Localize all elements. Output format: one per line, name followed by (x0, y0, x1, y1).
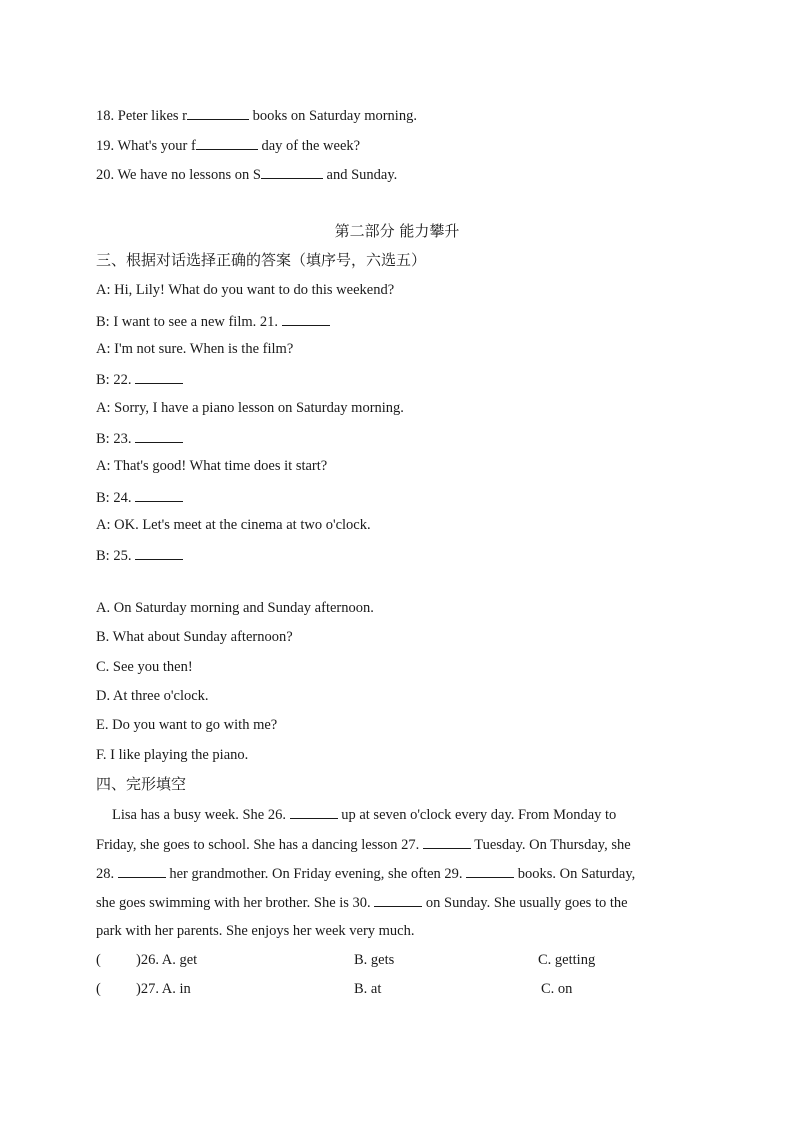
dialogue-line (96, 281, 394, 299)
passage-text: up at seven o'clock every day. From Monday to (337, 807, 617, 823)
fill-in-text: 18. Peter likes r (96, 108, 188, 124)
answer-blank (196, 135, 258, 150)
choice-c: C. See you then! (96, 659, 193, 675)
answer-paren: ( (96, 981, 101, 997)
option-a: )26. A. get (136, 952, 198, 968)
passage-text: Lisa has a busy week. She 26. (112, 807, 290, 823)
option-c: C. getting (538, 952, 596, 968)
fill-in-text: and Sunday. (322, 167, 398, 183)
choice-a: A. On Saturday morning and Sunday afternoon. (96, 600, 374, 616)
mc-question-27 (96, 980, 716, 998)
dialogue-text: B: 22. (96, 372, 136, 388)
answer-blank (423, 834, 471, 849)
passage-text: 28. (96, 866, 118, 882)
dialogue-line (96, 487, 183, 507)
answer-blank (290, 804, 338, 819)
choice-f: F. I like playing the piano. (96, 747, 249, 763)
dialogue-text: B: 25. (96, 548, 136, 564)
answer-blank (374, 892, 422, 907)
answer-paren: ( (96, 952, 101, 968)
passage-line (112, 804, 702, 824)
answer-blank (261, 164, 323, 179)
dialogue-text: A: I'm not sure. When is the film? (96, 341, 294, 357)
section3-title: 三、根据对话选择正确的答案（填序号，六选五） (96, 251, 427, 269)
passage-text: Tuesday. On Thursday, she (470, 837, 631, 853)
dialogue-line (96, 428, 183, 448)
dialogue-text: B: 23. (96, 431, 136, 447)
option-c: C. on (541, 981, 573, 997)
fill-in-item-19 (96, 135, 360, 155)
fill-in-text: books on Saturday morning. (249, 108, 417, 124)
passage-line (96, 922, 686, 940)
answer-blank (135, 545, 183, 560)
dialogue-text: A: That's good! What time does it start? (96, 458, 328, 474)
dialogue-line (96, 369, 183, 389)
dialogue-line (96, 311, 330, 331)
passage-line (96, 834, 686, 854)
dialogue-line (96, 545, 183, 565)
answer-blank (135, 428, 183, 443)
choice-b: B. What about Sunday afternoon? (96, 629, 293, 645)
fill-in-text: 19. What's your f (96, 138, 196, 154)
answer-blank (135, 369, 183, 384)
passage-text: park with her parents. She enjoys her week very much. (96, 923, 415, 939)
fill-in-text: 20. We have no lessons on S (96, 167, 261, 183)
answer-blank (282, 311, 330, 326)
passage-text: on Sunday. She usually goes to the (422, 895, 628, 911)
passage-text: Friday, she goes to school. She has a dancing lesson 27. (96, 837, 423, 853)
answer-blank (466, 863, 514, 878)
passage-text: books. On Saturday, (514, 866, 636, 882)
dialogue-text: A: Sorry, I have a piano lesson on Saturday morning. (96, 400, 404, 416)
dialogue-text: A: OK. Let's meet at the cinema at two o'clock. (96, 517, 371, 533)
fill-in-item-20 (96, 164, 397, 184)
part2-title: 第二部分 能力攀升 (334, 222, 460, 240)
passage-line (96, 892, 686, 912)
option-a: )27. A. in (136, 981, 191, 997)
passage-text: her grandmother. On Friday evening, she often 29. (165, 866, 467, 882)
answer-blank (135, 487, 183, 502)
mc-question-26 (96, 951, 716, 969)
option-b: B. at (354, 981, 382, 997)
dialogue-line (96, 340, 293, 358)
passage-text: she goes swimming with her brother. She is 30. (96, 895, 375, 911)
choice-e: E. Do you want to go with me? (96, 717, 278, 733)
dialogue-text: B: I want to see a new film. 21. (96, 314, 282, 330)
dialogue-text: B: 24. (96, 490, 136, 506)
answer-blank (118, 863, 166, 878)
dialogue-text: A: Hi, Lily! What do you want to do this weekend? (96, 282, 395, 298)
passage-line (96, 863, 686, 883)
answer-blank (187, 105, 249, 120)
dialogue-line (96, 399, 404, 417)
section4-title: 四、完形填空 (96, 775, 187, 793)
fill-in-text: day of the week? (257, 138, 361, 154)
option-b: B. gets (354, 952, 395, 968)
dialogue-line (96, 457, 327, 475)
choice-d: D. At three o'clock. (96, 688, 209, 704)
dialogue-line (96, 516, 371, 534)
fill-in-item-18 (96, 105, 417, 125)
